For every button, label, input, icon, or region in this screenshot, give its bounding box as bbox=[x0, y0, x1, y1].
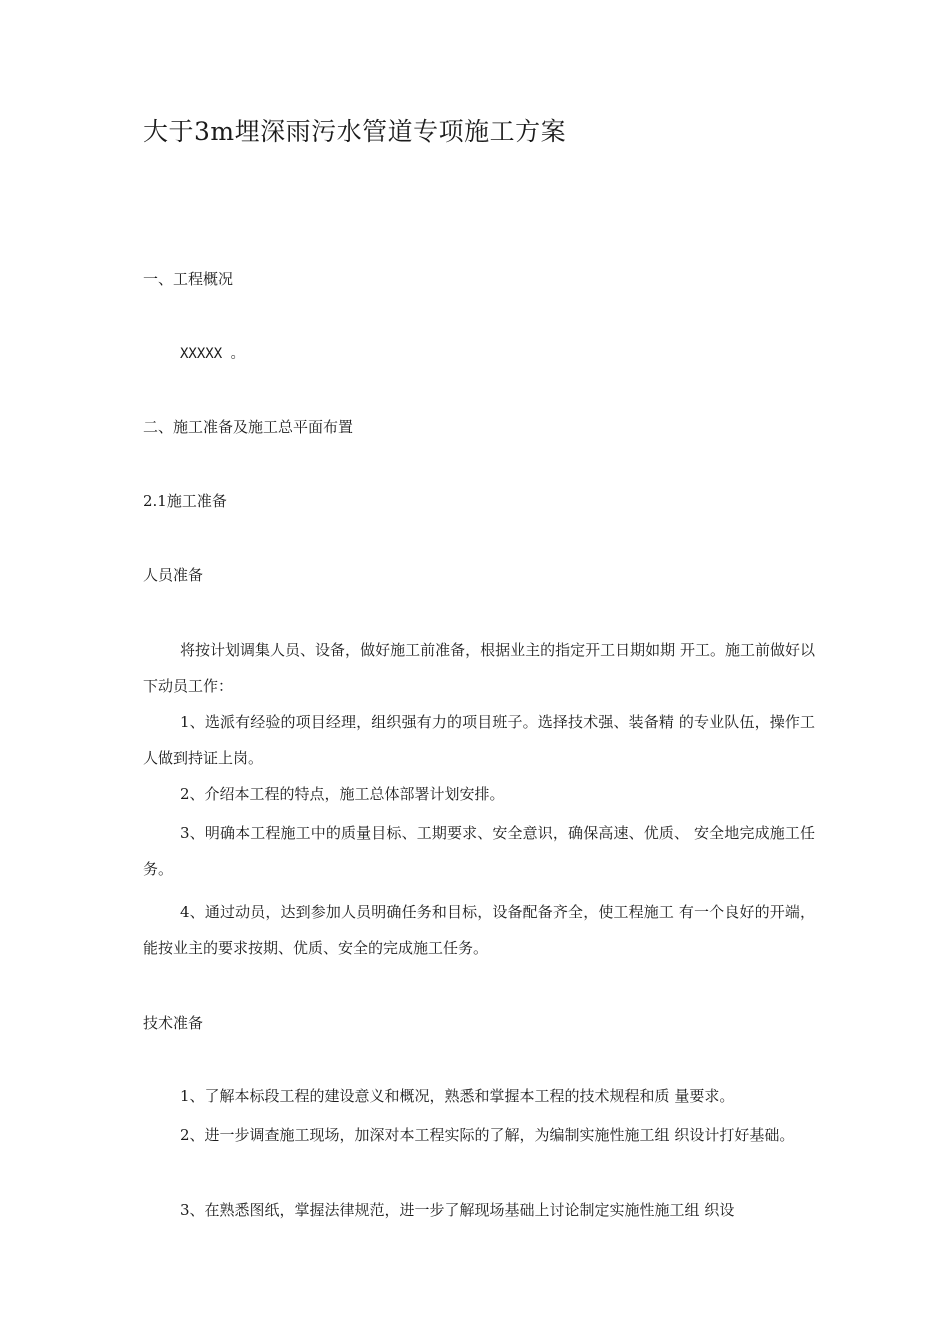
paragraph-technical-item-1: 1、了解本标段工程的建设意义和概况，熟悉和掌握本工程的技术规程和质 量要求。 bbox=[180, 1087, 735, 1105]
subsection-heading-2-1: 2.1施工准备 bbox=[143, 492, 227, 510]
subheading-technical: 技术准备 bbox=[143, 1014, 204, 1032]
paragraph-personnel-item-2: 2、介绍本工程的特点，施工总体部署计划安排。 bbox=[180, 785, 505, 803]
paragraph-personnel-item-4: 4、通过动员，达到参加人员明确任务和目标，设备配备齐全，使工程施工 有一个良好的开端，能按业主的要求按期、优质、安全的完成施工任务。 bbox=[143, 903, 815, 957]
section-heading-preparation: 二、施工准备及施工总平面布置 bbox=[143, 418, 354, 436]
paragraph-technical-item-2: 2、进一步调查施工现场，加深对本工程实际的了解，为编制实施性施工组 织设计打好基础。 bbox=[180, 1126, 795, 1144]
section-heading-overview: 一、工程概况 bbox=[143, 270, 234, 288]
paragraph-technical-item-3: 3、在熟悉图纸，掌握法律规范，进一步了解现场基础上讨论制定实施性施工组 织设 bbox=[180, 1201, 735, 1219]
document-title: 大于3m埋深雨污水管道专项施工方案 bbox=[143, 117, 567, 146]
paragraph-personnel-item-3: 3、明确本工程施工中的质量目标、工期要求、安全意识，确保高速、优质、 安全地完成施工任务。 bbox=[143, 824, 815, 878]
overview-placeholder-text: XXXXX 。 bbox=[180, 346, 245, 362]
subheading-personnel: 人员准备 bbox=[143, 566, 204, 584]
paragraph-personnel-item-1: 1、选派有经验的项目经理，组织强有力的项目班子。选择技术强、装备精 的专业队伍，操作工人做到持证上岗。 bbox=[143, 713, 815, 767]
paragraph-personnel-intro: 将按计划调集人员、设备，做好施工前准备，根据业主的指定开工日期如期 开工。施工前做好以下动员工作： bbox=[143, 641, 815, 695]
